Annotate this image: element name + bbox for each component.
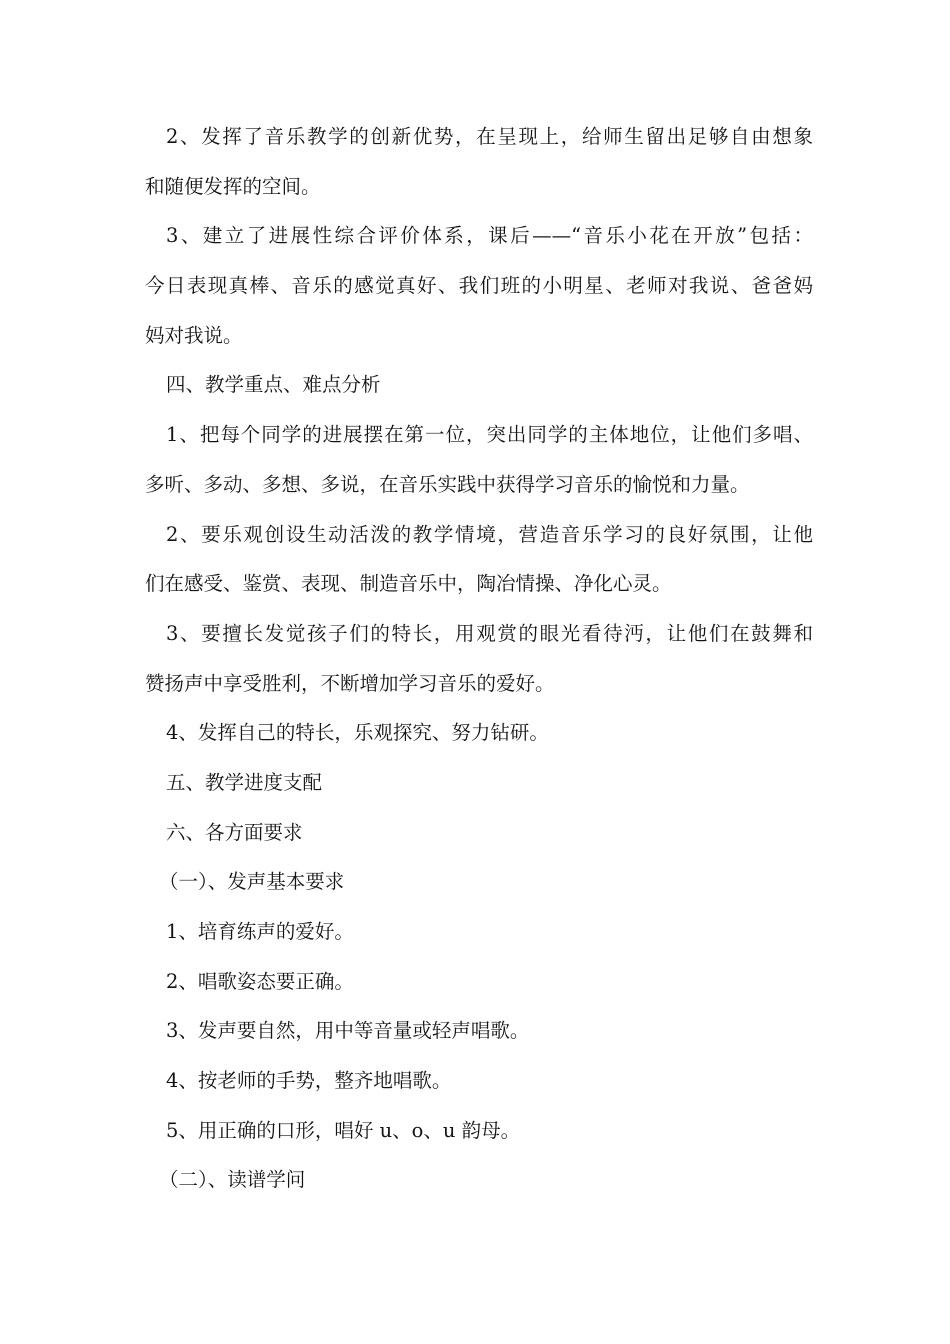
- paragraph-line: 1、把每个同学的进展摆在第一位，突出同学的主体地位，让他们多唱、: [166, 423, 813, 447]
- paragraph-line: 4、发挥自己的特长，乐观探究、努力钻研。: [166, 721, 549, 745]
- list-item: 3、发声要自然，用中等音量或轻声唱歌。: [166, 1019, 530, 1043]
- paragraph-line: 3、要擅长发觉孩子们的特长，用观赏的眼光看待沔，让他们在鼓舞和: [166, 621, 813, 645]
- paragraph-line: 2、要乐观创设生动活泼的教学情境，营造音乐学习的良好氛围，让他: [166, 522, 813, 546]
- subsection-heading: （二）、读谱学问: [159, 1168, 306, 1192]
- subsection-heading: （一）、发声基本要求: [159, 870, 345, 894]
- paragraph-line: 2、发挥了音乐教学的创新优势，在呈现上，给师生留出足够自由想象: [166, 125, 813, 148]
- section-heading: 五、教学进度支配: [166, 770, 323, 794]
- paragraph-line: 3、建立了进展性综合评价体系，课后——“音乐小花在开放”包括：: [166, 224, 813, 248]
- paragraph-line: 赞扬声中享受胜利，不断增加学习音乐的爱好。: [145, 671, 555, 695]
- document-body: [145, 112, 813, 1205]
- list-item: 1、培育练声的爱好。: [166, 920, 354, 943]
- paragraph-line: 多听、多动、多想、多说，在音乐实践中获得学习音乐的愉悦和力量。: [145, 472, 750, 496]
- section-heading: 六、各方面要求: [166, 820, 303, 844]
- paragraph-line: 们在感受、鉴赏、表现、制造音乐中，陶冶情操、净化心灵。: [145, 572, 672, 596]
- paragraph-line: 妈对我说。: [145, 323, 243, 347]
- paragraph-line: 今日表现真棒、音乐的感觉真好、我们班的小明星、老师对我说、爸爸妈: [145, 274, 813, 298]
- paragraph-line: 和随便发挥的空间。: [145, 174, 321, 198]
- list-item: 4、按老师的手势，整齐地唱歌。: [166, 1069, 452, 1093]
- section-heading: 四、教学重点、难点分析: [166, 373, 381, 397]
- list-item: 2、唱歌姿态要正确。: [166, 969, 354, 993]
- list-item: 5、用正确的口形，唱好 u、o、u 韵母。: [166, 1118, 521, 1142]
